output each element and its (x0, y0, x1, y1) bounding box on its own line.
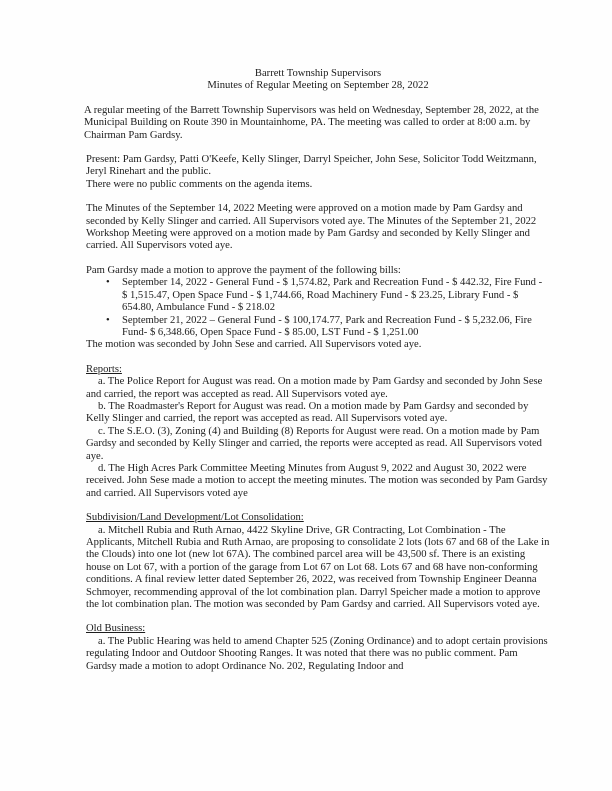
reports-heading: Reports: (86, 363, 122, 375)
minutes-approval-paragraph: The Minutes of the September 14, 2022 Meeting were approved on a motion made by Pam Gardsy and seconded by Kelly Slinger and carried. All Supervisors voted aye. The Minutes of the September 21, 2022 Workshop Meeting were approved on a motion made by Pam Gardsy and seconded by Kelly Slinger and carried. All Supervisors voted aye. (86, 203, 537, 252)
report-item: d. The High Acres Park Committee Meeting Minutes from August 9, 2022 and August 30, 2022 were received. John Sese made a motion to accept the meeting minutes. The motion was seconded by Pam Gardsy and carried. All Supervisors voted aye (86, 462, 548, 499)
no-comments-line: There were no public comments on the agenda items. (86, 178, 313, 190)
old-business-item: a. The Public Hearing was held to amend Chapter 525 (Zoning Ordinance) and to adopt certain provisions regulating Indoor and Outdoor Shooting Ranges. It was noted that there was no public comment. Pam Gardsy made a motion to adopt Ordinance No. 202, Regulating Indoor and (86, 635, 548, 672)
report-item: b. The Roadmaster's Report for August was read. On a motion made by Pam Gardsy and seconded by Kelly Slinger and carried, the report was accepted as read. All Supervisors voted aye. (86, 400, 529, 425)
present-line: Present: Pam Gardsy, Patti O'Keefe, Kelly Slinger, Darryl Speicher, John Sese, Solicitor Todd Weitzmann, Jeryl Rinehart and the public. (86, 154, 537, 178)
report-item: c. The S.E.O. (3), Zoning (4) and Building (8) Reports for August were read. On a motion made by Pam Gardsy and seconded by Kelly Slinger and carried, the reports were accepted as read. All Supervisors voted aye. (86, 425, 542, 462)
old-business-heading: Old Business: (86, 623, 146, 635)
bills-closing: The motion was seconded by John Sese and carried. All Supervisors voted aye. (86, 339, 422, 351)
bills-intro: Pam Gardsy made a motion to approve the payment of the following bills: (86, 264, 401, 276)
subdivision-item: a. Mitchell Rubia and Ruth Arnao, 4422 Skyline Drive, GR Contracting, Lot Combination - The Applicants, Mitchell Rubia and Ruth Arnao, are proposing to consolidate 2 lots (lots 67 and 68 of the Lake in the Clouds) into one lot (new lot 67A). The combined parcel area will be 43,500 sf. There is an existing house on Lot 67, with a portion of the garage from Lot 67 on Lot 68. Lots 67 and 68 have non-conforming conditions. A final review letter dated September 26, 2022, was received from Township Engineer Deanna Schmoyer, recommending approval of the lot combination plan. Darryl Speicher made a motion to approve the lot combination plan. The motion was seconded by Pam Gardsy and carried. All Supervisors voted aye. (86, 524, 550, 611)
document-title: Barrett Township Supervisors (254, 68, 382, 79)
bills-list (86, 277, 550, 339)
bill-item: • September 21, 2022 – General Fund - $ 100,174.77, Park and Recreation Fund - $ 5,232.06, Fire Fund- $ 6,348.66, Open Space Fund - $ 85.00, LST Fund - $ 1,251.00 (122, 315, 550, 340)
subdivision-heading: Subdivision/Land Development/Lot Consolidation: (86, 512, 304, 524)
intro-paragraph: A regular meeting of the Barrett Township Supervisors was held on Wednesday, September 28, 2022, at the Municipal Building on Route 390 in Mountainhome, PA. The meeting was called to order at 8:00 a.m. by Chairman Pam Gardsy. (84, 104, 539, 141)
document-subtitle: Minutes of Regular Meeting on September 28, 2022 (207, 80, 429, 92)
bill-item: • September 14, 2022 - General Fund - $ 1,574.82, Park and Recreation Fund - $ 442.32, Fire Fund - $ 1,515.47, Open Space Fund - $ 1,744.66, Road Machinery Fund - $ 23.25, Library Fund - $ 654.80, Ambulance Fund - $ 218.02 (122, 277, 550, 314)
report-item: a. The Police Report for August was read. On a motion made by Pam Gardsy and seconded by John Sese and carried, the report was accepted as read. All Supervisors voted aye. (86, 376, 543, 400)
